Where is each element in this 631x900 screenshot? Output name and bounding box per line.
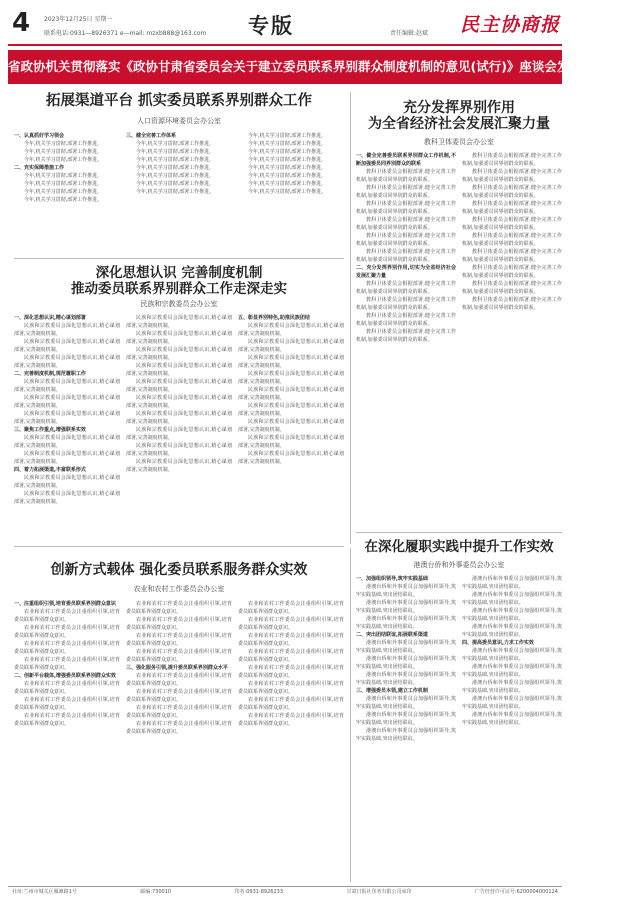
footer-postcode: 邮编:730010 [140, 889, 172, 895]
text-column: 一、深化思想认识,精心谋划部署 民族和宗教委员会深化思想认识,精心谋划部署,完善制度机制。 民族和宗教委员会深化思想认识,精心谋划部署,完善制度机制。 民族和宗教委员会深化思想认识,精心谋划部署,完善制度机制。 二、完善制度机制,规范履职工作 民族和宗教委员会深化思想认识,精心谋划部署,完善制度机制。 民族和宗教委员会深化思想认识,精心谋划部署,完善制度机制。 民族和宗教委员会深化思想认识,精心谋划部署,完善制度机制。 三、聚焦工作重点,增强联系实效 民族和宗教委员会深化思想认识,精心谋划部署,完善制度机制。 民族和宗教委员会深化思想认识,精心谋划部署,完善制度机制。 四、着力拓展渠道,丰富联系形式 民族和宗教委员会深化思想认识,精心谋划部署,完善制度机制。 民族和宗教委员会深化思想认识,精心谋划部署,完善制度机制。 [14, 315, 120, 505]
article-body [14, 314, 344, 540]
subheading: 二、突出团结联谊,拓展联系渠道 [356, 632, 428, 638]
article-byline: 港澳台侨和外事委员会办公室 [413, 561, 505, 569]
newspaper-logo: 民主协商报 [459, 14, 560, 36]
column-rule [350, 92, 351, 544]
text-column: 港澳台侨和外事委员会加强组织领导,筑牢实践基础,突出团结联谊。 港澳台侨和外事委员会加强组织领导,筑牢实践基础,突出团结联谊。 港澳台侨和外事委员会加强组织领导,筑牢实践基础,突出团结联谊。 港澳台侨和外事委员会加强组织领导,筑牢实践基础,突出团结联谊。 四、提高委员意识,力求工作实效 港澳台侨和外事委员会加强组织领导,筑牢实践基础,突出团结联谊。 港澳台侨和外事委员会加强组织领导,筑牢实践基础,突出团结联谊。 港澳台侨和外事委员会加强组织领导,筑牢实践基础,突出团结联谊。 港澳台侨和外事委员会加强组织领导,筑牢实践基础,突出团结联谊。 港澳台侨和外事委员会加强组织领导,筑牢实践基础,突出团结联谊。 [462, 576, 562, 726]
article-byline: 教科卫体委员会办公室 [424, 138, 494, 146]
subheading: 二、完善制度机制,规范履职工作 [14, 371, 86, 377]
contact-line: 联系电话:0931—8926371 e—mail: mzxb888@163.com [44, 30, 207, 37]
article-body [14, 600, 344, 880]
subheading: 四、提高委员意识,力求工作实效 [462, 640, 534, 646]
subheading: 一、注重组织引领,培育委员联系界别群众意识 [14, 601, 116, 607]
subheading: 三、健全完善工作体系 [126, 133, 177, 139]
article-title: 拓展渠道平台 抓实委员联系界别群众工作 [45, 92, 313, 109]
subheading: 二、充分发挥界别作用,切实为全省经济社会发展汇聚力量 [356, 265, 456, 279]
section-divider [14, 546, 344, 547]
article-byline: 人口资源环境委员会办公室 [137, 117, 221, 125]
text-column: 教科卫体委员会根据部署,健全完善工作机制,加强委员同界别群众的联系。 教科卫体委员会根据部署,健全完善工作机制,加强委员同界别群众的联系。 教科卫体委员会根据部署,健全完善工作机制,加强委员同界别群众的联系。 教科卫体委员会根据部署,健全完善工作机制,加强委员同界别群众的联系。 教科卫体委员会根据部署,健全完善工作机制,加强委员同界别群众的联系。 教科卫体委员会根据部署,健全完善工作机制,加强委员同界别群众的联系。 教科卫体委员会根据部署,健全完善工作机制,加强委员同界别群众的联系。 教科卫体委员会根据部署,健全完善工作机制,加强委员同界别群众的联系。 教科卫体委员会根据部署,健全完善工作机制,加强委员同界别群众的联系。 教科卫体委员会根据部署,健全完善工作机制,加强委员同界别群众的联系。 [462, 153, 562, 311]
subheading: 三、强化服务引领,提升委员联系界别群众水平 [126, 665, 228, 671]
column-rule [350, 548, 351, 882]
text-column: 一、加强组织领导,筑牢实践基础 港澳台侨和外事委员会加强组织领导,筑牢实践基础,突出团结联谊。 港澳台侨和外事委员会加强组织领导,筑牢实践基础,突出团结联谊。 港澳台侨和外事委员会加强组织领导,筑牢实践基础,突出团结联谊。 二、突出团结联谊,拓展联系渠道 港澳台侨和外事委员会加强组织领导,筑牢实践基础,突出团结联谊。 港澳台侨和外事委员会加强组织领导,筑牢实践基础,突出团结联谊。 港澳台侨和外事委员会加强组织领导,筑牢实践基础,突出团结联谊。 三、增强委员本领,建立工作机制 港澳台侨和外事委员会加强组织领导,筑牢实践基础,突出团结联谊。 港澳台侨和外事委员会加强组织领导,筑牢实践基础,突出团结联谊。 港澳台侨和外事委员会加强组织领导,筑牢实践基础,突出团结联谊。 [356, 576, 456, 742]
article-body [14, 132, 344, 252]
text-column: 民族和宗教委员会深化思想认识,精心谋划部署,完善制度机制。 民族和宗教委员会深化思想认识,精心谋划部署,完善制度机制。 民族和宗教委员会深化思想认识,精心谋划部署,完善制度机制。 民族和宗教委员会深化思想认识,精心谋划部署,完善制度机制。 民族和宗教委员会深化思想认识,精心谋划部署,完善制度机制。 民族和宗教委员会深化思想认识,精心谋划部署,完善制度机制。 民族和宗教委员会深化思想认识,精心谋划部署,完善制度机制。 民族和宗教委员会深化思想认识,精心谋划部署,完善制度机制。 民族和宗教委员会深化思想认识,精心谋划部署,完善制度机制。 民族和宗教委员会深化思想认识,精心谋划部署,完善制度机制。 [126, 315, 232, 473]
subheading: 一、认真抓好学习领会 [14, 133, 65, 139]
subheading: 三、增强委员本领,建立工作机制 [356, 688, 428, 694]
page-number: 4 [12, 8, 31, 38]
subheading: 四、着力拓展渠道,丰富联系形式 [14, 467, 86, 473]
article-title: 创新方式载体 强化委员联系服务群众实效 [50, 562, 308, 578]
subheading: 一、深化思想认识,精心谋划部署 [14, 315, 86, 321]
text-column: 农业和农村工作委员会注重组织引领,培育委员联系界别群众意识。 农业和农村工作委员会注重组织引领,培育委员联系界别群众意识。 农业和农村工作委员会注重组织引领,培育委员联系界别群众意识。 农业和农村工作委员会注重组织引领,培育委员联系界别群众意识。 三、强化服务引领,提升委员联系界别群众水平 农业和农村工作委员会注重组织引领,培育委员联系界别群众意识。 农业和农村工作委员会注重组织引领,培育委员联系界别群众意识。 农业和农村工作委员会注重组织引领,培育委员联系界别群众意识。 农业和农村工作委员会注重组织引领,培育委员联系界别群众意识。 [126, 601, 232, 735]
masthead [8, 6, 562, 46]
article-title: 深化思想认识 完善制度机制 推动委员联系界别群众工作走深走实 [71, 265, 287, 297]
subheading: 二、充实保障措施工作 [14, 165, 65, 171]
editor-credit: 责任编辑:赵斌 [390, 30, 429, 37]
section-title: 专版 [248, 13, 294, 38]
page-footer [8, 886, 562, 896]
section-divider [356, 532, 562, 533]
article-body [356, 575, 562, 881]
footer-print-phone: 印务:0931-8926233 [234, 889, 284, 895]
subheading: 一、加强组织领导,筑牢实践基础 [356, 576, 428, 582]
subheading: 三、聚焦工作重点,增强联系实效 [14, 427, 86, 433]
subheading: 一、健全完善委员联系界别群众工作机制,不断加强委员同界别群众的联系 [356, 153, 456, 167]
text-column: 一、注重组织引领,培育委员联系界别群众意识 农业和农村工作委员会注重组织引领,培育委员联系界别群众意识。 农业和农村工作委员会注重组织引领,培育委员联系界别群众意识。 农业和农村工作委员会注重组织引领,培育委员联系界别群众意识。 农业和农村工作委员会注重组织引领,培育委员联系界别群众意识。 二、创新平台载体,增强委员联系界别群众实效 农业和农村工作委员会注重组织引领,培育委员联系界别群众意识。 农业和农村工作委员会注重组织引领,培育委员联系界别群众意识。 农业和农村工作委员会注重组织引领,培育委员联系界别群众意识。 [14, 601, 120, 727]
text-column: 一、认真抓好学习领会 今年,机关学习贯彻,部署工作推进。 今年,机关学习贯彻,部署工作推进。 今年,机关学习贯彻,部署工作推进。 二、充实保障措施工作 今年,机关学习贯彻,部署工作推进。 今年,机关学习贯彻,部署工作推进。 今年,机关学习贯彻,部署工作推进。 今年,机关学习贯彻,部署工作推进。 [14, 132, 120, 252]
article-byline: 农业和农村工作委员会办公室 [133, 585, 225, 593]
article-title: 充分发挥界别作用 为全省经济社会发展汇聚力量 [368, 100, 550, 133]
footer-printer: 甘肃日报社印务有限公司承印 [346, 889, 412, 895]
section-divider [14, 258, 344, 259]
subheading: 五、彰显界别特色,助推民族团结 [238, 315, 310, 321]
footer-license: 广告经营许可证号:6200004000124 [474, 889, 558, 895]
text-column: 今年,机关学习贯彻,部署工作推进。 今年,机关学习贯彻,部署工作推进。 今年,机关学习贯彻,部署工作推进。 今年,机关学习贯彻,部署工作推进。 今年,机关学习贯彻,部署工作推进。 今年,机关学习贯彻,部署工作推进。 今年,机关学习贯彻,部署工作推进。 今年,机关学习贯彻,部署工作推进。 [248, 133, 327, 195]
article-title: 在深化履职实践中提升工作实效 [364, 539, 554, 555]
subheading: 二、创新平台载体,增强委员联系界别群众实效 [14, 673, 116, 679]
headline-banner: 省政协机关贯彻落实《政协甘肃省委员会关于建立委员联系界别群众制度机制的意见(试行)》座谈会发言摘编(二) [8, 50, 562, 84]
date-line: 2023年12月25日 星期一 [44, 16, 113, 23]
article-body [356, 152, 562, 532]
footer-address: 社址:兰州市城关区雁滩路1号 [12, 889, 77, 895]
text-column: 一、健全完善委员联系界别群众工作机制,不断加强委员同界别群众的联系 教科卫体委员会根据部署,健全完善工作机制,加强委员同界别群众的联系。 教科卫体委员会根据部署,健全完善工作机制,加强委员同界别群众的联系。 教科卫体委员会根据部署,健全完善工作机制,加强委员同界别群众的联系。 教科卫体委员会根据部署,健全完善工作机制,加强委员同界别群众的联系。 教科卫体委员会根据部署,健全完善工作机制,加强委员同界别群众的联系。 教科卫体委员会根据部署,健全完善工作机制,加强委员同界别群众的联系。 二、充分发挥界别作用,切实为全省经济社会发展汇聚力量 教科卫体委员会根据部署,健全完善工作机制,加强委员同界别群众的联系。 教科卫体委员会根据部署,健全完善工作机制,加强委员同界别群众的联系。 教科卫体委员会根据部署,健全完善工作机制,加强委员同界别群众的联系。 教科卫体委员会根据部署,健全完善工作机制,加强委员同界别群众的联系。 [356, 153, 456, 343]
text-column: 五、彰显界别特色,助推民族团结 民族和宗教委员会深化思想认识,精心谋划部署,完善制度机制。 民族和宗教委员会深化思想认识,精心谋划部署,完善制度机制。 民族和宗教委员会深化思想认识,精心谋划部署,完善制度机制。 民族和宗教委员会深化思想认识,精心谋划部署,完善制度机制。 民族和宗教委员会深化思想认识,精心谋划部署,完善制度机制。 民族和宗教委员会深化思想认识,精心谋划部署,完善制度机制。 民族和宗教委员会深化思想认识,精心谋划部署,完善制度机制。 民族和宗教委员会深化思想认识,精心谋划部署,完善制度机制。 民族和宗教委员会深化思想认识,精心谋划部署,完善制度机制。 [238, 315, 344, 465]
article-byline: 民族和宗教委员会办公室 [140, 300, 218, 308]
text-column: 三、健全完善工作体系 今年,机关学习贯彻,部署工作推进。 今年,机关学习贯彻,部署工作推进。 今年,机关学习贯彻,部署工作推进。 今年,机关学习贯彻,部署工作推进。 今年,机关学习贯彻,部署工作推进。 今年,机关学习贯彻,部署工作推进。 今年,机关学习贯彻,部署工作推进。 [126, 132, 232, 252]
text-column: 农业和农村工作委员会注重组织引领,培育委员联系界别群众意识。 农业和农村工作委员会注重组织引领,培育委员联系界别群众意识。 农业和农村工作委员会注重组织引领,培育委员联系界别群众意识。 农业和农村工作委员会注重组织引领,培育委员联系界别群众意识。 农业和农村工作委员会注重组织引领,培育委员联系界别群众意识。 农业和农村工作委员会注重组织引领,培育委员联系界别群众意识。 农业和农村工作委员会注重组织引领,培育委员联系界别群众意识。 农业和农村工作委员会注重组织引领,培育委员联系界别群众意识。 [238, 601, 344, 727]
